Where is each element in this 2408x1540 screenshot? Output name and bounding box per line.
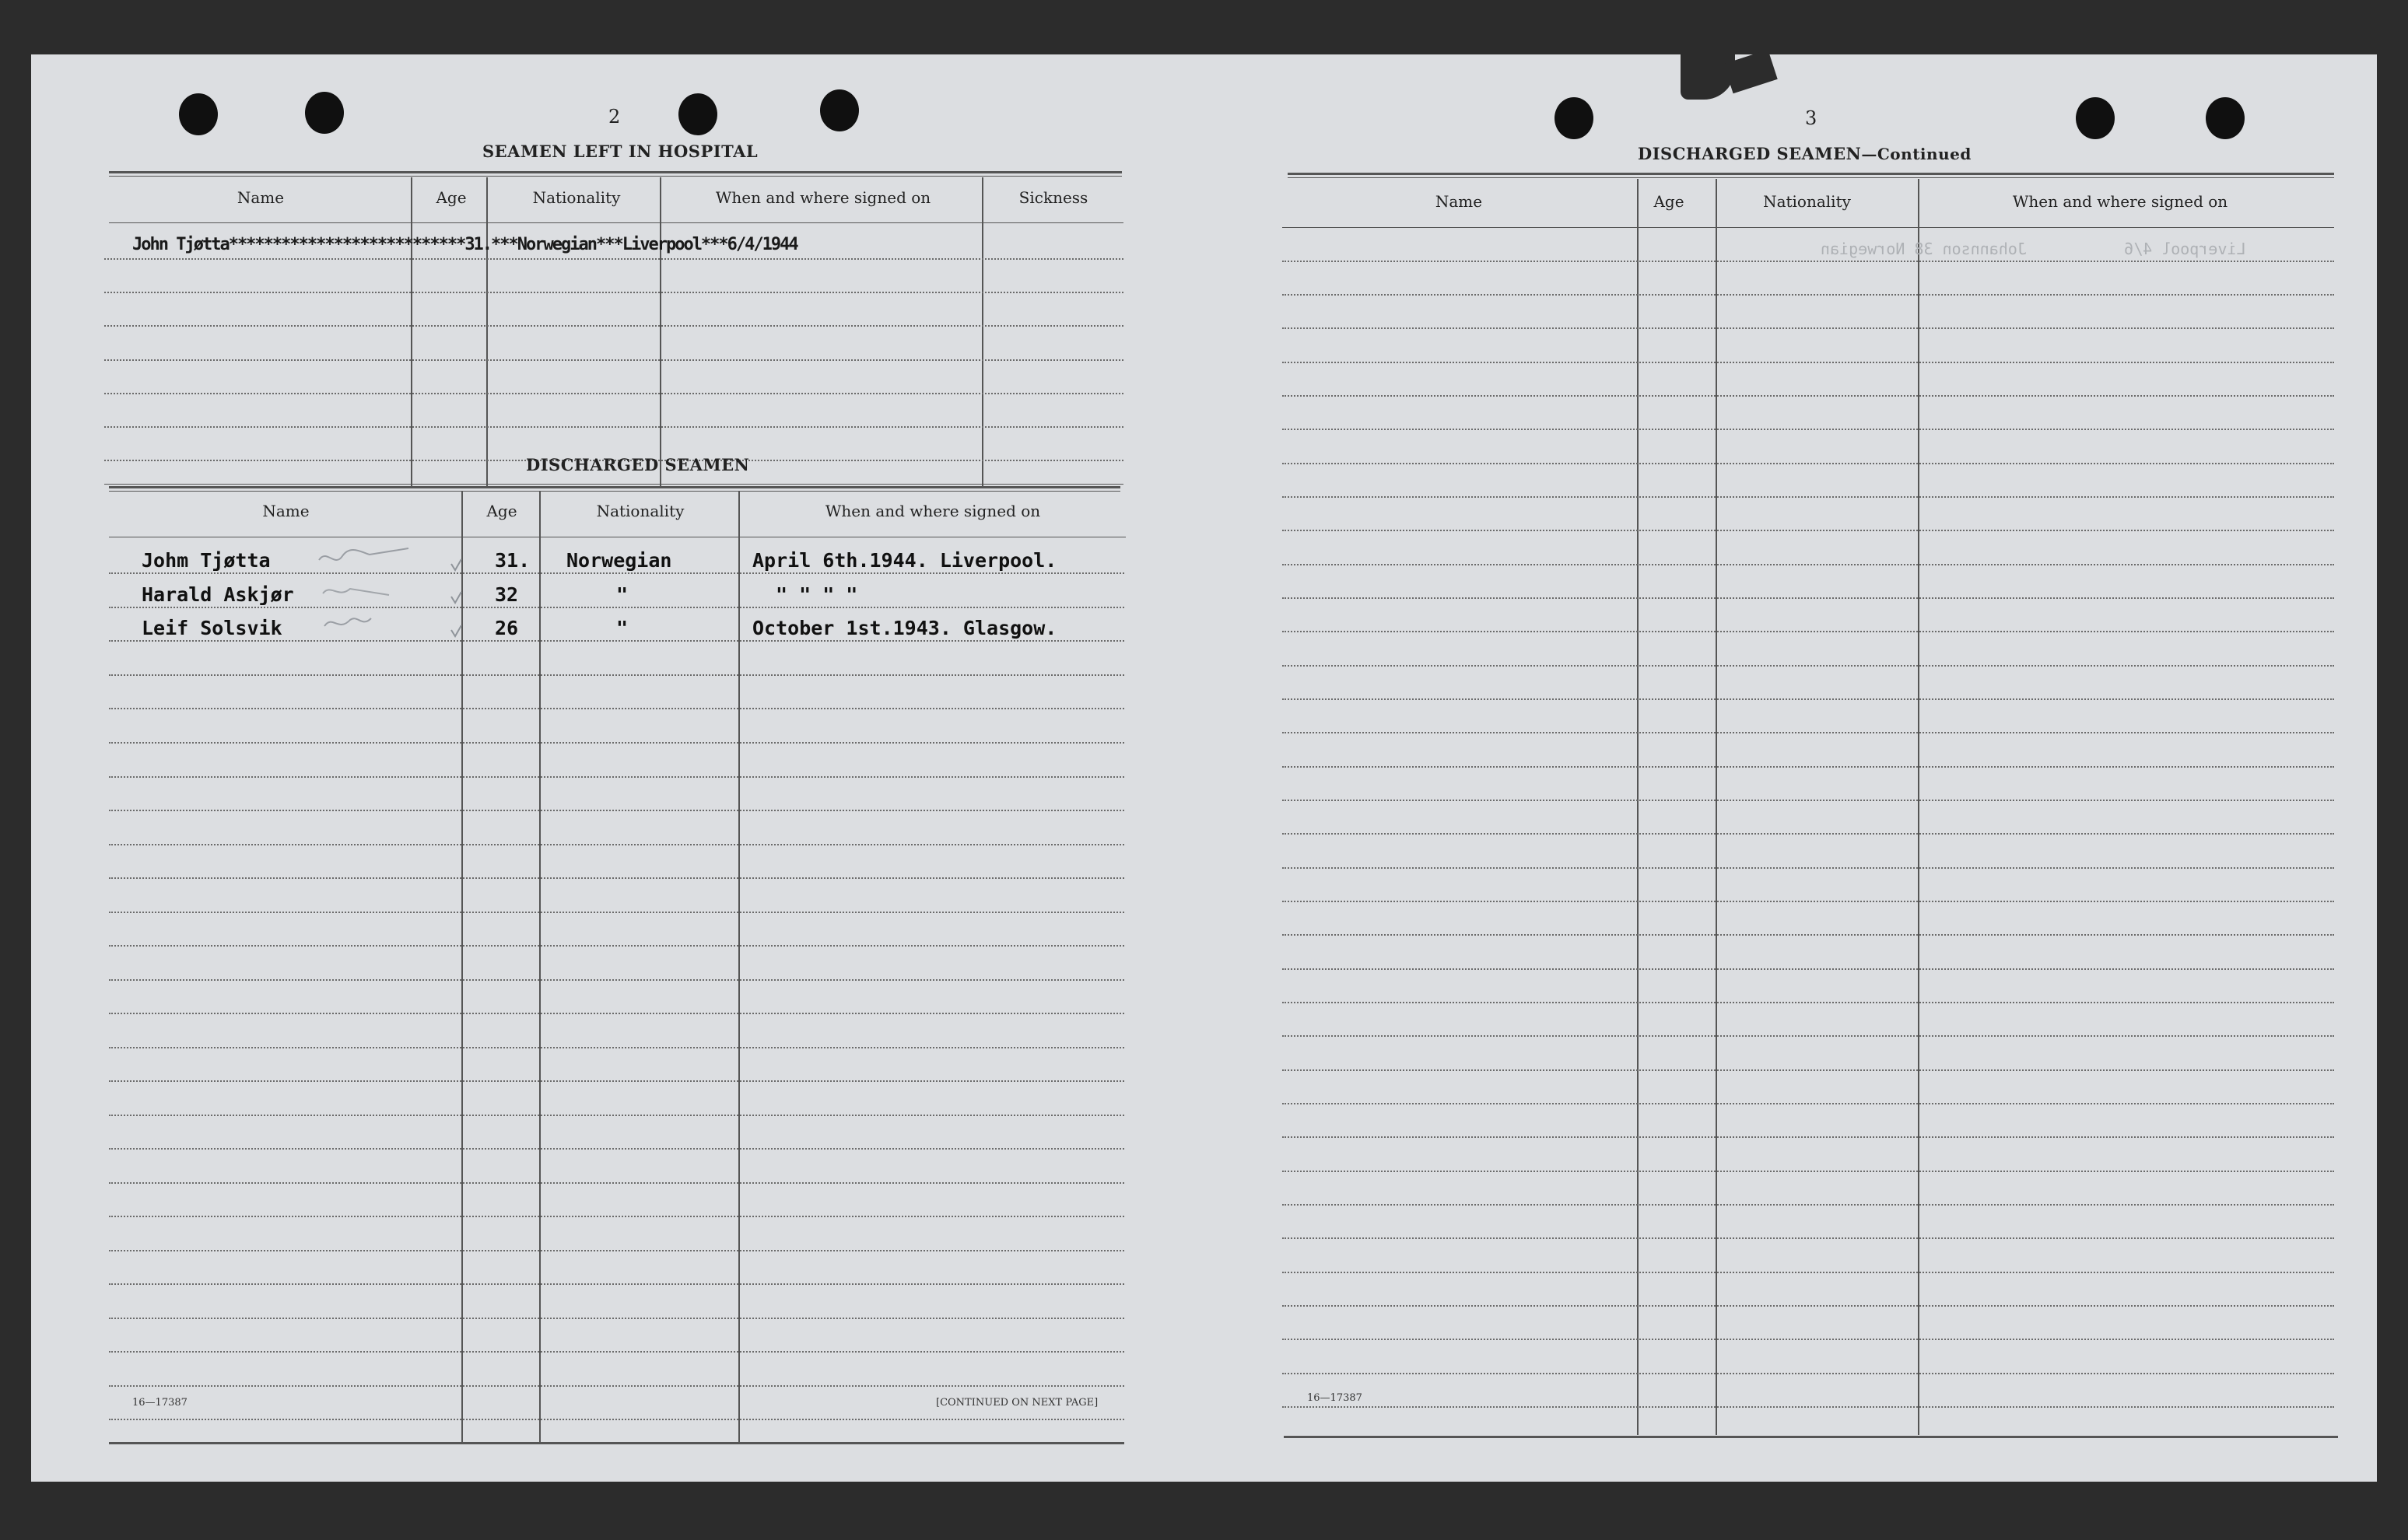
- discharged-row-line: [109, 877, 1124, 879]
- right-header-signed-on: When and where signed on: [2012, 192, 2228, 211]
- discharged-row-3-age: 26: [495, 617, 519, 639]
- discharged-row-1-age: 31.: [495, 549, 531, 572]
- discharged-header-nationality: Nationality: [596, 502, 685, 520]
- punch-hole: [305, 92, 344, 134]
- discharged-row-line: [109, 607, 1124, 608]
- hospital-row-line: [104, 426, 1123, 428]
- discharged-header-name: Name: [262, 502, 310, 520]
- discharged-row-line: [109, 708, 1124, 709]
- discharged-section-title: DISCHARGED SEAMEN: [526, 455, 750, 474]
- discharged-row-line: [109, 1283, 1124, 1285]
- right-row-line: [1282, 496, 2334, 498]
- punch-hole: [2206, 97, 2245, 139]
- right-bottom-rule: [1284, 1436, 2338, 1438]
- pencil-scribble: [315, 541, 471, 642]
- right-row-line: [1282, 1002, 2334, 1003]
- bleed-through-text: Johannson 38 Norwegian: [1821, 240, 2027, 258]
- right-row-line: [1282, 934, 2334, 936]
- discharged-col-divider: [738, 492, 740, 1442]
- discharged-row-2-age: 32: [495, 583, 519, 606]
- discharged-row-line: [109, 1318, 1124, 1319]
- discharged-row-line: [109, 1351, 1124, 1353]
- hospital-row-line: [104, 292, 1123, 293]
- right-section-title: [1638, 144, 1972, 163]
- right-row-line: [1282, 1406, 2334, 1408]
- hospital-bottom-rule: [104, 484, 1123, 485]
- discharged-row-line: [109, 1115, 1124, 1116]
- discharged-row-1-nationality: Norwegian: [566, 549, 672, 572]
- right-row-line: [1282, 968, 2334, 970]
- right-row-line: [1282, 1373, 2334, 1374]
- right-row-line: [1282, 395, 2334, 397]
- discharged-bottom-rule: [109, 1442, 1124, 1444]
- right-row-line: [1282, 1171, 2334, 1172]
- discharged-row-1-signed-on: April 6th.1944. Liverpool.: [752, 549, 1057, 572]
- discharged-row-3-nationality: ": [616, 617, 629, 639]
- right-row-line: [1282, 800, 2334, 801]
- continued-note: [CONTINUED ON NEXT PAGE]: [936, 1397, 1099, 1409]
- hospital-row-line: [104, 359, 1123, 361]
- right-row-line: [1282, 1103, 2334, 1104]
- punch-hole: [678, 93, 717, 135]
- discharged-row-line: [109, 572, 1124, 574]
- hospital-top-rule: [109, 171, 1122, 173]
- page-number-right: 3: [1805, 107, 1817, 129]
- discharged-row-line: [109, 1419, 1124, 1420]
- right-row-line: [1282, 1272, 2334, 1273]
- discharged-row-line: [109, 776, 1124, 778]
- discharged-row-line: [109, 1216, 1124, 1217]
- discharged-header-signed-on: When and where signed on: [825, 502, 1041, 520]
- discharged-row-line: [109, 912, 1124, 913]
- right-row-line: [1282, 597, 2334, 599]
- discharged-row-line: [109, 1385, 1124, 1387]
- right-row-line: [1282, 867, 2334, 869]
- discharged-row-line: [109, 979, 1124, 981]
- discharged-row-line: [109, 810, 1124, 811]
- punch-hole: [2076, 97, 2115, 139]
- right-row-line: [1282, 463, 2334, 464]
- hospital-row-line: [104, 393, 1123, 394]
- hospital-header-name: Name: [237, 188, 285, 207]
- right-top-rule-2: [1288, 177, 2334, 178]
- right-title-suffix: —Continued: [1861, 145, 1972, 163]
- right-row-line: [1282, 564, 2334, 565]
- discharged-top-rule: [109, 486, 1120, 488]
- discharged-col-divider: [539, 492, 541, 1442]
- bleed-through-text: Liverpool 4/6: [2124, 240, 2246, 258]
- hospital-header-sickness: Sickness: [1018, 188, 1088, 207]
- punch-hole: [1555, 97, 1593, 139]
- hospital-struck-entry: John Tjøtta***************************31.***Norwegian***Liverpool***6/4/1944: [132, 235, 797, 254]
- right-row-line: [1282, 1237, 2334, 1239]
- discharged-row-2-name: Harald Askjør: [142, 583, 294, 606]
- hospital-top-rule-2: [109, 176, 1122, 177]
- right-row-line: [1282, 732, 2334, 733]
- hospital-col-divider: [660, 177, 661, 487]
- discharged-row-line: [109, 945, 1124, 947]
- discharged-row-1-name: Johm Tjøtta: [142, 549, 271, 572]
- hospital-row-line: [104, 258, 1123, 260]
- right-row-line: [1282, 1136, 2334, 1138]
- form-number-right: 16—17387: [1307, 1392, 1362, 1404]
- discharged-row-line: [109, 1047, 1124, 1048]
- right-header-nationality: Nationality: [1763, 192, 1851, 211]
- hospital-col-divider: [982, 177, 983, 487]
- right-col-divider: [1637, 179, 1639, 1435]
- discharged-header-age: Age: [486, 502, 517, 520]
- punch-hole: [179, 93, 218, 135]
- hospital-col-divider: [486, 177, 488, 487]
- hospital-header-signed-on: When and where signed on: [715, 188, 931, 207]
- discharged-row-line: [109, 1182, 1124, 1184]
- discharged-row-line: [109, 844, 1124, 845]
- discharged-row-line: [109, 640, 1124, 642]
- right-row-line: [1282, 261, 2334, 262]
- discharged-row-line: [109, 1013, 1124, 1014]
- punch-hole: [820, 89, 859, 131]
- right-row-line: [1282, 530, 2334, 531]
- form-number-left: 16—17387: [132, 1397, 188, 1409]
- right-row-line: [1282, 833, 2334, 835]
- right-row-line: [1282, 1035, 2334, 1037]
- discharged-row-line: [109, 1080, 1124, 1082]
- right-row-line: [1282, 362, 2334, 363]
- right-row-line: [1282, 766, 2334, 768]
- right-row-line: [1282, 1305, 2334, 1307]
- right-row-line: [1282, 698, 2334, 700]
- right-top-rule: [1288, 173, 2334, 175]
- document-sheet: [31, 54, 2377, 1482]
- discharged-row-3-name: Leif Solsvik: [142, 617, 282, 639]
- hospital-col-divider: [411, 177, 412, 487]
- right-row-line: [1282, 901, 2334, 902]
- right-header-name: Name: [1435, 192, 1483, 211]
- right-row-line: [1282, 1204, 2334, 1206]
- hospital-header-rule: [109, 222, 1123, 223]
- hospital-header-age: Age: [436, 188, 467, 207]
- right-row-line: [1282, 429, 2334, 430]
- discharged-row-2-nationality: ": [616, 583, 629, 606]
- discharged-row-3-signed-on: October 1st.1943. Glasgow.: [752, 617, 1057, 639]
- right-row-line: [1282, 294, 2334, 296]
- right-row-line: [1282, 631, 2334, 632]
- right-col-divider: [1716, 179, 1717, 1435]
- hospital-section-title: SEAMEN LEFT IN HOSPITAL: [482, 142, 759, 161]
- right-col-divider: [1918, 179, 1919, 1435]
- right-row-line: [1282, 1069, 2334, 1071]
- discharged-top-rule-2: [109, 491, 1120, 492]
- right-header-age: Age: [1653, 192, 1684, 211]
- right-row-line: [1282, 327, 2334, 329]
- page-number-left: 2: [608, 106, 621, 128]
- discharged-row-line: [109, 1250, 1124, 1251]
- hospital-row-line: [104, 325, 1123, 327]
- right-row-line: [1282, 665, 2334, 667]
- right-header-rule: [1282, 227, 2334, 228]
- discharged-row-line: [109, 1148, 1124, 1150]
- right-row-line: [1282, 1339, 2334, 1340]
- right-title-main: DISCHARGED SEAMEN: [1638, 144, 1862, 163]
- discharged-row-line: [109, 674, 1124, 676]
- discharged-row-line: [109, 742, 1124, 744]
- discharged-row-2-signed-on: " " " ": [776, 583, 858, 606]
- hospital-header-nationality: Nationality: [532, 188, 621, 207]
